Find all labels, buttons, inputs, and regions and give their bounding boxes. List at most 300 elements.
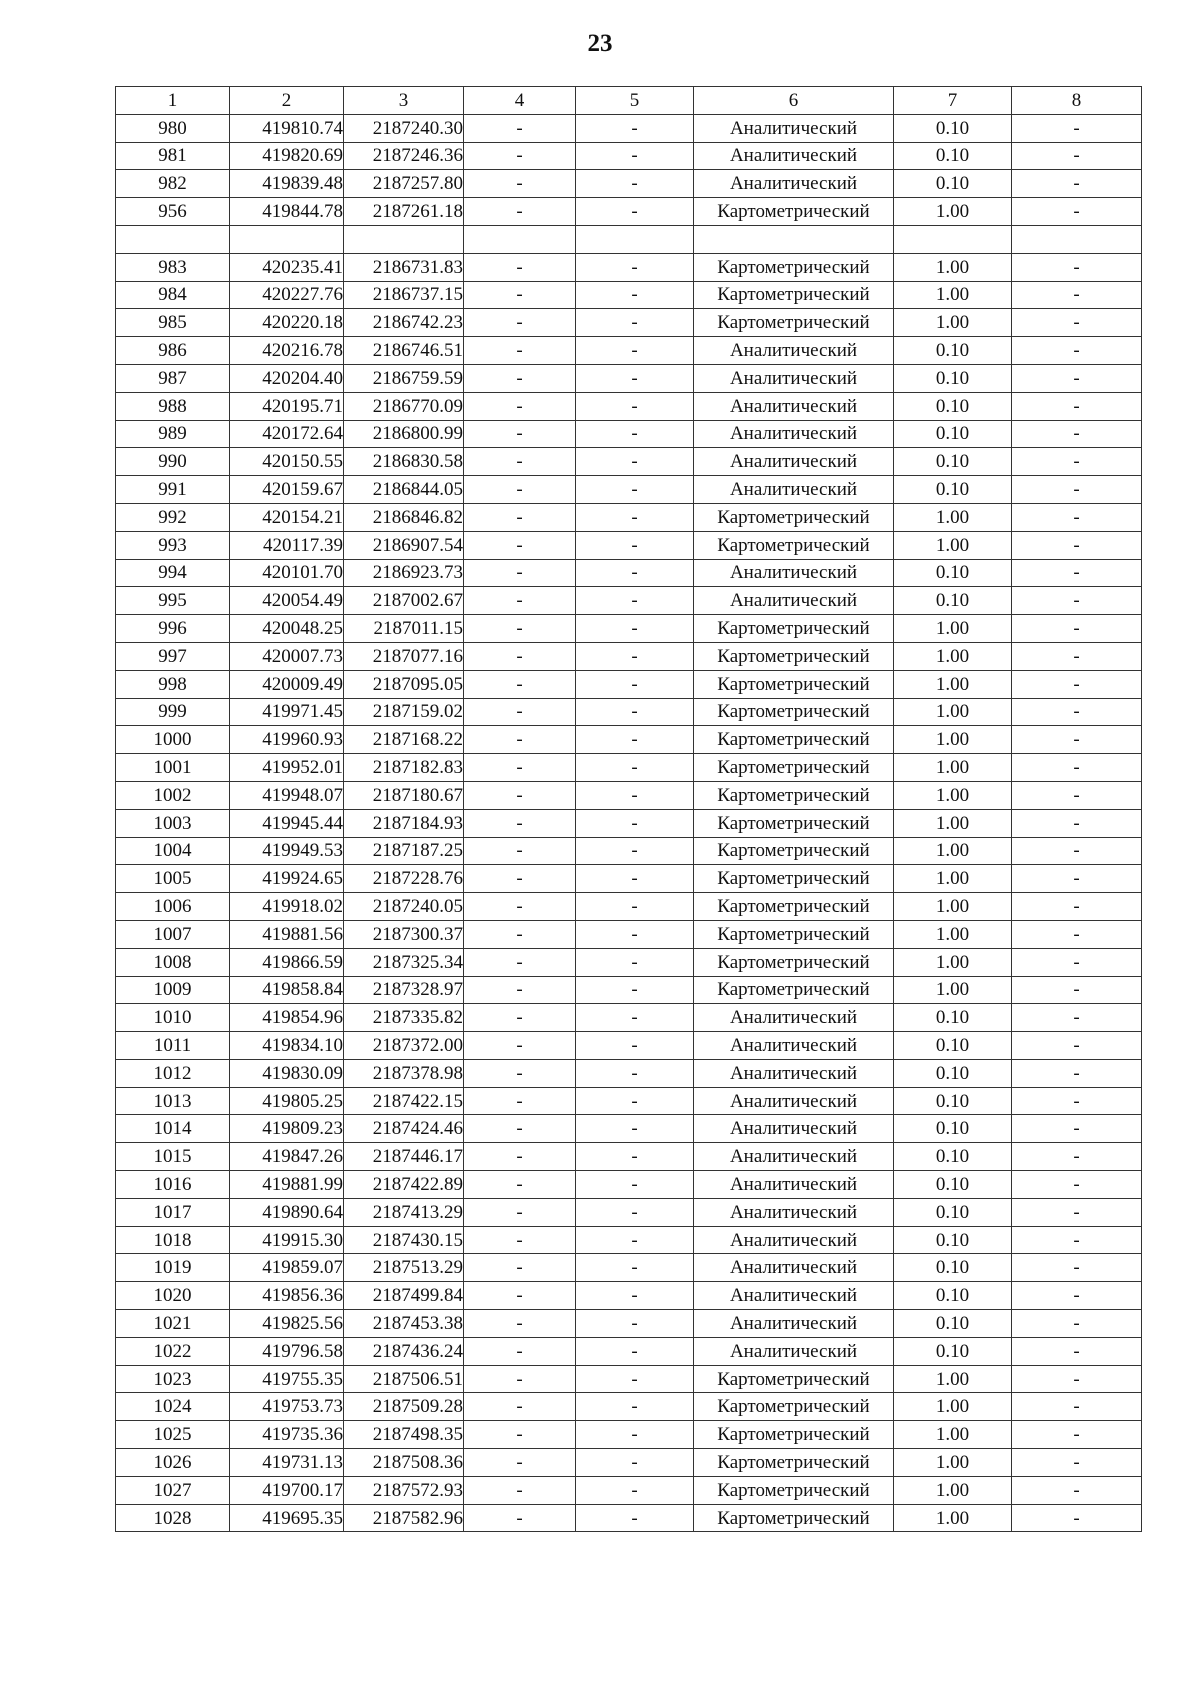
accuracy-cell: 1.00 xyxy=(894,1476,1012,1504)
col8-value: - xyxy=(1012,948,1142,976)
x-coordinate: 419847.26 xyxy=(230,1143,344,1171)
col4-value: - xyxy=(464,1226,576,1254)
x-coordinate: 419952.01 xyxy=(230,754,344,782)
table-row xyxy=(116,893,1142,921)
method-cell: Картометрический xyxy=(694,670,894,698)
accuracy-cell: 0.10 xyxy=(894,559,1012,587)
table-row xyxy=(116,559,1142,587)
point-number: 1011 xyxy=(116,1032,230,1060)
col8-value: - xyxy=(1012,642,1142,670)
col4-value: - xyxy=(464,1198,576,1226)
y-coordinate: 2186759.59 xyxy=(344,364,464,392)
col4-value: - xyxy=(464,893,576,921)
col5-value: - xyxy=(576,1115,694,1143)
col4-value: - xyxy=(464,420,576,448)
x-coordinate: 420048.25 xyxy=(230,615,344,643)
y-coordinate: 2186742.23 xyxy=(344,309,464,337)
x-coordinate: 419731.13 xyxy=(230,1449,344,1477)
col4-value: - xyxy=(464,1421,576,1449)
accuracy-cell: 0.10 xyxy=(894,1087,1012,1115)
method-cell: Картометрический xyxy=(694,754,894,782)
page-number: 23 xyxy=(587,30,613,57)
method-cell: Картометрический xyxy=(694,309,894,337)
x-coordinate: 419960.93 xyxy=(230,726,344,754)
col5-value: - xyxy=(576,531,694,559)
y-coordinate: 2187582.96 xyxy=(344,1504,464,1532)
table-row xyxy=(116,920,1142,948)
point-number: 1001 xyxy=(116,754,230,782)
point-number: 997 xyxy=(116,642,230,670)
accuracy-cell: 0.10 xyxy=(894,1226,1012,1254)
accuracy-cell: 0.10 xyxy=(894,337,1012,365)
col5-value: - xyxy=(576,1310,694,1338)
method-cell: Картометрический xyxy=(694,837,894,865)
accuracy-cell: 1.00 xyxy=(894,809,1012,837)
column-header: 7 xyxy=(894,87,1012,115)
x-coordinate: 420220.18 xyxy=(230,309,344,337)
table-row xyxy=(116,1393,1142,1421)
method-cell: Картометрический xyxy=(694,1476,894,1504)
point-number: 987 xyxy=(116,364,230,392)
col4-value: - xyxy=(464,1115,576,1143)
y-coordinate: 2187572.93 xyxy=(344,1476,464,1504)
method-cell: Аналитический xyxy=(694,1032,894,1060)
point-number: 994 xyxy=(116,559,230,587)
y-coordinate: 2187168.22 xyxy=(344,726,464,754)
y-coordinate: 2186731.83 xyxy=(344,253,464,281)
col5-value: - xyxy=(576,198,694,226)
y-coordinate: 2187180.67 xyxy=(344,781,464,809)
x-coordinate: 419844.78 xyxy=(230,198,344,226)
y-coordinate: 2187372.00 xyxy=(344,1032,464,1060)
col4-value xyxy=(464,225,576,253)
method-cell: Картометрический xyxy=(694,1365,894,1393)
accuracy-cell: 1.00 xyxy=(894,754,1012,782)
col5-value: - xyxy=(576,448,694,476)
x-coordinate: 419881.56 xyxy=(230,920,344,948)
accuracy-cell: 0.10 xyxy=(894,392,1012,420)
col4-value: - xyxy=(464,1310,576,1338)
col5-value: - xyxy=(576,476,694,504)
table-row xyxy=(116,531,1142,559)
x-coordinate: 420009.49 xyxy=(230,670,344,698)
point-number: 1014 xyxy=(116,1115,230,1143)
method-cell: Картометрический xyxy=(694,1449,894,1477)
point-number: 981 xyxy=(116,142,230,170)
y-coordinate: 2187095.05 xyxy=(344,670,464,698)
x-coordinate: 419735.36 xyxy=(230,1421,344,1449)
y-coordinate: 2186907.54 xyxy=(344,531,464,559)
x-coordinate: 419755.35 xyxy=(230,1365,344,1393)
table-row xyxy=(116,1310,1142,1338)
accuracy-cell: 1.00 xyxy=(894,198,1012,226)
table-row xyxy=(116,225,1142,253)
col5-value: - xyxy=(576,1226,694,1254)
accuracy-cell xyxy=(894,225,1012,253)
x-coordinate: 419971.45 xyxy=(230,698,344,726)
table-row xyxy=(116,809,1142,837)
x-coordinate: 420054.49 xyxy=(230,587,344,615)
point-number: 1023 xyxy=(116,1365,230,1393)
point-number: 1008 xyxy=(116,948,230,976)
table-row xyxy=(116,448,1142,476)
col8-value: - xyxy=(1012,198,1142,226)
x-coordinate: 419805.25 xyxy=(230,1087,344,1115)
table-row xyxy=(116,1226,1142,1254)
method-cell: Картометрический xyxy=(694,253,894,281)
y-coordinate: 2187506.51 xyxy=(344,1365,464,1393)
column-header: 4 xyxy=(464,87,576,115)
table-row xyxy=(116,337,1142,365)
accuracy-cell: 1.00 xyxy=(894,893,1012,921)
col4-value: - xyxy=(464,1171,576,1199)
accuracy-cell: 0.10 xyxy=(894,476,1012,504)
col4-value: - xyxy=(464,448,576,476)
col5-value: - xyxy=(576,865,694,893)
col8-value: - xyxy=(1012,1171,1142,1199)
method-cell: Аналитический xyxy=(694,559,894,587)
col5-value: - xyxy=(576,1004,694,1032)
col4-value: - xyxy=(464,726,576,754)
col4-value: - xyxy=(464,142,576,170)
col8-value: - xyxy=(1012,1393,1142,1421)
table-row xyxy=(116,1449,1142,1477)
point-number: 1020 xyxy=(116,1282,230,1310)
x-coordinate: 419856.36 xyxy=(230,1282,344,1310)
accuracy-cell: 0.10 xyxy=(894,1337,1012,1365)
col5-value: - xyxy=(576,1449,694,1477)
col4-value: - xyxy=(464,531,576,559)
method-cell: Аналитический xyxy=(694,1143,894,1171)
x-coordinate: 419866.59 xyxy=(230,948,344,976)
table-row xyxy=(116,615,1142,643)
x-coordinate: 419810.74 xyxy=(230,114,344,142)
point-number: 1021 xyxy=(116,1310,230,1338)
col8-value: - xyxy=(1012,698,1142,726)
accuracy-cell: 1.00 xyxy=(894,1449,1012,1477)
col5-value: - xyxy=(576,309,694,337)
y-coordinate: 2187159.02 xyxy=(344,698,464,726)
x-coordinate: 419949.53 xyxy=(230,837,344,865)
y-coordinate: 2187378.98 xyxy=(344,1059,464,1087)
method-cell: Аналитический xyxy=(694,337,894,365)
method-cell: Аналитический xyxy=(694,1282,894,1310)
col8-value xyxy=(1012,225,1142,253)
table-row xyxy=(116,1198,1142,1226)
accuracy-cell: 1.00 xyxy=(894,309,1012,337)
table-row xyxy=(116,976,1142,1004)
x-coordinate: 420204.40 xyxy=(230,364,344,392)
col4-value: - xyxy=(464,1504,576,1532)
x-coordinate: 420117.39 xyxy=(230,531,344,559)
col4-value: - xyxy=(464,1059,576,1087)
col5-value: - xyxy=(576,837,694,865)
method-cell: Картометрический xyxy=(694,615,894,643)
col4-value: - xyxy=(464,1143,576,1171)
col8-value: - xyxy=(1012,670,1142,698)
method-cell: Картометрический xyxy=(694,1393,894,1421)
col5-value: - xyxy=(576,364,694,392)
table-row xyxy=(116,837,1142,865)
x-coordinate: 419915.30 xyxy=(230,1226,344,1254)
method-cell: Картометрический xyxy=(694,976,894,1004)
col8-value: - xyxy=(1012,1476,1142,1504)
y-coordinate xyxy=(344,225,464,253)
col5-value: - xyxy=(576,1476,694,1504)
col8-value: - xyxy=(1012,364,1142,392)
col4-value: - xyxy=(464,1087,576,1115)
col8-value: - xyxy=(1012,726,1142,754)
accuracy-cell: 1.00 xyxy=(894,1365,1012,1393)
point-number: 984 xyxy=(116,281,230,309)
accuracy-cell: 1.00 xyxy=(894,503,1012,531)
table-row xyxy=(116,392,1142,420)
col5-value: - xyxy=(576,642,694,670)
column-header: 3 xyxy=(344,87,464,115)
method-cell: Аналитический xyxy=(694,170,894,198)
table-row xyxy=(116,476,1142,504)
table-row xyxy=(116,281,1142,309)
table-row xyxy=(116,142,1142,170)
col5-value: - xyxy=(576,920,694,948)
accuracy-cell: 0.10 xyxy=(894,1310,1012,1338)
col4-value: - xyxy=(464,809,576,837)
method-cell: Картометрический xyxy=(694,948,894,976)
method-cell xyxy=(694,225,894,253)
col8-value: - xyxy=(1012,337,1142,365)
col8-value: - xyxy=(1012,615,1142,643)
col8-value: - xyxy=(1012,1115,1142,1143)
table-row xyxy=(116,1337,1142,1365)
col8-value: - xyxy=(1012,837,1142,865)
col4-value: - xyxy=(464,281,576,309)
accuracy-cell: 1.00 xyxy=(894,1504,1012,1532)
point-number: 999 xyxy=(116,698,230,726)
col4-value: - xyxy=(464,1337,576,1365)
table-row xyxy=(116,726,1142,754)
x-coordinate: 419948.07 xyxy=(230,781,344,809)
y-coordinate: 2187328.97 xyxy=(344,976,464,1004)
y-coordinate: 2187422.15 xyxy=(344,1087,464,1115)
point-number: 1004 xyxy=(116,837,230,865)
table-header-row xyxy=(116,87,1142,115)
col8-value: - xyxy=(1012,1059,1142,1087)
x-coordinate: 419881.99 xyxy=(230,1171,344,1199)
method-cell: Аналитический xyxy=(694,142,894,170)
col8-value: - xyxy=(1012,1087,1142,1115)
x-coordinate: 419796.58 xyxy=(230,1337,344,1365)
col4-value: - xyxy=(464,1254,576,1282)
method-cell: Аналитический xyxy=(694,1171,894,1199)
col8-value: - xyxy=(1012,893,1142,921)
col4-value: - xyxy=(464,587,576,615)
col8-value: - xyxy=(1012,1254,1142,1282)
point-number: 982 xyxy=(116,170,230,198)
x-coordinate xyxy=(230,225,344,253)
table-row xyxy=(116,1115,1142,1143)
col5-value: - xyxy=(576,1365,694,1393)
x-coordinate: 420154.21 xyxy=(230,503,344,531)
accuracy-cell: 0.10 xyxy=(894,1198,1012,1226)
col5-value xyxy=(576,225,694,253)
col8-value: - xyxy=(1012,448,1142,476)
x-coordinate: 419858.84 xyxy=(230,976,344,1004)
accuracy-cell: 1.00 xyxy=(894,670,1012,698)
column-header: 8 xyxy=(1012,87,1142,115)
y-coordinate: 2187240.30 xyxy=(344,114,464,142)
x-coordinate: 419945.44 xyxy=(230,809,344,837)
y-coordinate: 2186846.82 xyxy=(344,503,464,531)
x-coordinate: 419834.10 xyxy=(230,1032,344,1060)
col5-value: - xyxy=(576,587,694,615)
col5-value: - xyxy=(576,114,694,142)
col5-value: - xyxy=(576,615,694,643)
point-number: 986 xyxy=(116,337,230,365)
y-coordinate: 2186800.99 xyxy=(344,420,464,448)
table-row xyxy=(116,1032,1142,1060)
col5-value: - xyxy=(576,726,694,754)
x-coordinate: 419820.69 xyxy=(230,142,344,170)
point-number: 985 xyxy=(116,309,230,337)
col8-value: - xyxy=(1012,309,1142,337)
point-number: 991 xyxy=(116,476,230,504)
col4-value: - xyxy=(464,698,576,726)
accuracy-cell: 0.10 xyxy=(894,1032,1012,1060)
method-cell: Картометрический xyxy=(694,920,894,948)
point-number xyxy=(116,225,230,253)
col8-value: - xyxy=(1012,503,1142,531)
col4-value: - xyxy=(464,781,576,809)
col8-value: - xyxy=(1012,253,1142,281)
col4-value: - xyxy=(464,615,576,643)
accuracy-cell: 0.10 xyxy=(894,1254,1012,1282)
y-coordinate: 2187002.67 xyxy=(344,587,464,615)
x-coordinate: 420235.41 xyxy=(230,253,344,281)
col5-value: - xyxy=(576,1254,694,1282)
col5-value: - xyxy=(576,809,694,837)
col8-value: - xyxy=(1012,142,1142,170)
x-coordinate: 420150.55 xyxy=(230,448,344,476)
point-number: 980 xyxy=(116,114,230,142)
table-row xyxy=(116,309,1142,337)
y-coordinate: 2187446.17 xyxy=(344,1143,464,1171)
col4-value: - xyxy=(464,670,576,698)
col4-value: - xyxy=(464,503,576,531)
method-cell: Картометрический xyxy=(694,781,894,809)
accuracy-cell: 0.10 xyxy=(894,420,1012,448)
x-coordinate: 419918.02 xyxy=(230,893,344,921)
accuracy-cell: 1.00 xyxy=(894,642,1012,670)
point-number: 1006 xyxy=(116,893,230,921)
point-number: 1009 xyxy=(116,976,230,1004)
point-number: 1028 xyxy=(116,1504,230,1532)
x-coordinate: 420195.71 xyxy=(230,392,344,420)
col8-value: - xyxy=(1012,865,1142,893)
y-coordinate: 2187325.34 xyxy=(344,948,464,976)
col5-value: - xyxy=(576,559,694,587)
y-coordinate: 2187182.83 xyxy=(344,754,464,782)
coordinates-table xyxy=(115,86,1142,1532)
col5-value: - xyxy=(576,392,694,420)
col8-value: - xyxy=(1012,1282,1142,1310)
col4-value: - xyxy=(464,198,576,226)
point-number: 989 xyxy=(116,420,230,448)
col4-value: - xyxy=(464,642,576,670)
method-cell: Картометрический xyxy=(694,1421,894,1449)
col5-value: - xyxy=(576,281,694,309)
table-row xyxy=(116,754,1142,782)
col5-value: - xyxy=(576,1198,694,1226)
table-row xyxy=(116,1282,1142,1310)
accuracy-cell: 1.00 xyxy=(894,726,1012,754)
point-number: 1002 xyxy=(116,781,230,809)
col5-value: - xyxy=(576,503,694,531)
point-number: 990 xyxy=(116,448,230,476)
col4-value: - xyxy=(464,948,576,976)
y-coordinate: 2186844.05 xyxy=(344,476,464,504)
col5-value: - xyxy=(576,420,694,448)
method-cell: Картометрический xyxy=(694,809,894,837)
method-cell: Аналитический xyxy=(694,587,894,615)
x-coordinate: 419825.56 xyxy=(230,1310,344,1338)
y-coordinate: 2187422.89 xyxy=(344,1171,464,1199)
point-number: 1026 xyxy=(116,1449,230,1477)
y-coordinate: 2187011.15 xyxy=(344,615,464,643)
method-cell: Аналитический xyxy=(694,364,894,392)
method-cell: Картометрический xyxy=(694,893,894,921)
col4-value: - xyxy=(464,1476,576,1504)
point-number: 1017 xyxy=(116,1198,230,1226)
col5-value: - xyxy=(576,142,694,170)
method-cell: Картометрический xyxy=(694,698,894,726)
col8-value: - xyxy=(1012,420,1142,448)
point-number: 983 xyxy=(116,253,230,281)
accuracy-cell: 0.10 xyxy=(894,142,1012,170)
x-coordinate: 420159.67 xyxy=(230,476,344,504)
col4-value: - xyxy=(464,392,576,420)
accuracy-cell: 1.00 xyxy=(894,253,1012,281)
x-coordinate: 419695.35 xyxy=(230,1504,344,1532)
table-row xyxy=(116,1254,1142,1282)
table-row xyxy=(116,1004,1142,1032)
x-coordinate: 419700.17 xyxy=(230,1476,344,1504)
x-coordinate: 419830.09 xyxy=(230,1059,344,1087)
col4-value: - xyxy=(464,1032,576,1060)
y-coordinate: 2186737.15 xyxy=(344,281,464,309)
accuracy-cell: 1.00 xyxy=(894,281,1012,309)
table-row xyxy=(116,1087,1142,1115)
accuracy-cell: 0.10 xyxy=(894,1282,1012,1310)
y-coordinate: 2187424.46 xyxy=(344,1115,464,1143)
x-coordinate: 419924.65 xyxy=(230,865,344,893)
y-coordinate: 2187187.25 xyxy=(344,837,464,865)
col5-value: - xyxy=(576,1087,694,1115)
accuracy-cell: 0.10 xyxy=(894,1115,1012,1143)
y-coordinate: 2186770.09 xyxy=(344,392,464,420)
y-coordinate: 2187513.29 xyxy=(344,1254,464,1282)
col4-value: - xyxy=(464,1449,576,1477)
method-cell: Аналитический xyxy=(694,1004,894,1032)
method-cell: Аналитический xyxy=(694,1059,894,1087)
table-row xyxy=(116,1504,1142,1532)
col5-value: - xyxy=(576,1059,694,1087)
col5-value: - xyxy=(576,1282,694,1310)
x-coordinate: 420101.70 xyxy=(230,559,344,587)
col8-value: - xyxy=(1012,976,1142,1004)
table-body xyxy=(116,87,1142,1532)
col4-value: - xyxy=(464,754,576,782)
y-coordinate: 2187240.05 xyxy=(344,893,464,921)
